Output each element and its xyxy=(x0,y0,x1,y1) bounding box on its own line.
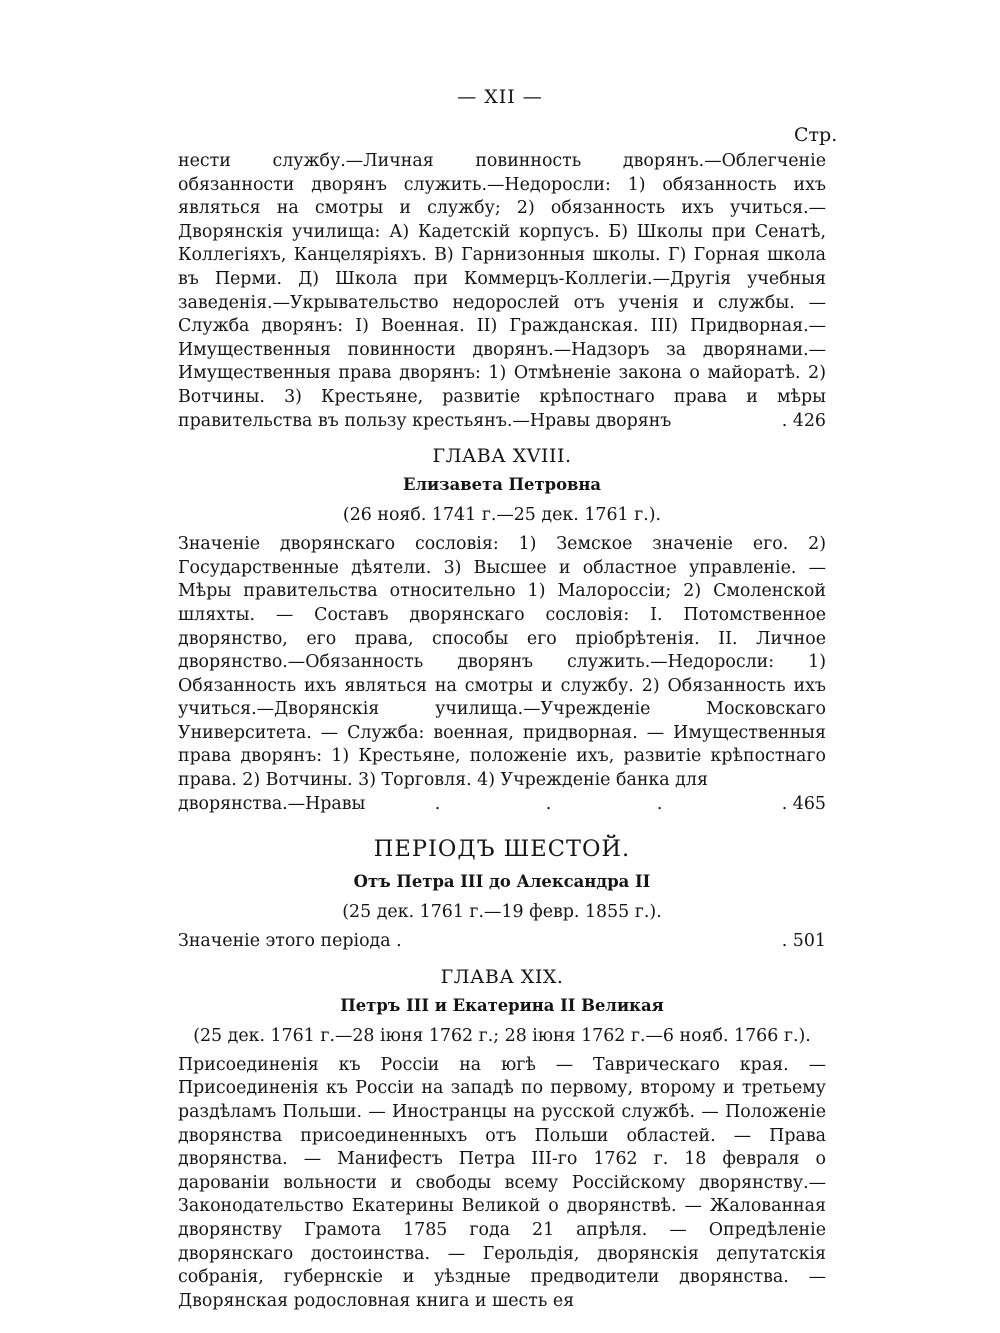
chapter-19-dates: (25 дек. 1761 г.—28 іюня 1762 г.; 28 іюня 1762 г.—6 нояб. 1766 г.). xyxy=(193,1025,811,1046)
chapter-18-page: . 465 xyxy=(781,793,826,814)
chapter-19-ruler: Петръ III и Екатерина II Великая xyxy=(340,995,664,1015)
period-6-entry xyxy=(178,930,826,954)
chapter-18-text: Значеніе дворянскаго сословія: 1) Земское значеніе его. 2) Государственные дѣятели. 3) Высшее и областное управленіе. — Мѣры правительства относительно 1) Малороссіи; 2) Смоленской шляхты. — Составъ дворянскаго сословія: I. Потомственное дворянство, его права, способы его пріобрѣтенія. II. Личное дворянство.—Обязанность дворянъ служить.—Недоросли: 1) Обязанность ихъ являться на смотры и службу. 2) Обязанность ихъ учиться.—Дворянскія училища.—Учрежденіе Московскаго Университета. — Служба: военная, придворная. — Имущественныя права дворянъ: 1) Крестьяне, положеніе ихъ, развитіе крѣпостнаго права. 2) Вотчины. 3) Торговля. 4) Учрежденіе банка для xyxy=(178,534,826,791)
section-17-text: нести службу.—Личная повинность дворянъ.—Облегченіе обязанности дворянъ служить.—Недоросли: 1) обязанность ихъ являться на смотры и службу; 2) обязанность ихъ учиться.—Дворянскія училища: А) Кадетскій корпусъ. Б) Школы при Сенатѣ, Коллегіяхъ, Канцеляріяхъ. В) Гарнизонныя школы. Г) Горная школа въ Перми. Д) Школа при Коммерцъ-Коллегіи.—Другія учебныя заведенія.—Укрывательство недорослей отъ ученія и службы. — Служба дворянъ: I) Военная. II) Гражданская. III) Придворная.—Имущественныя повинности дворянъ.—Надзоръ за дворянами.—Имущественныя права дворянъ: 1) Отмѣненіе закона о майоратѣ. 2) Вотчины. 3) Крестьяне, развитіе крѣпостнаго права и мѣры правительства въ пользу крестьянъ.—Нравы дворянъ xyxy=(178,151,826,431)
chapter-19-text: Присоединенія къ Россіи на югѣ — Таврическаго края. — Присоединенія къ Россіи на западѣ по первому, второму и третьему раздѣламъ Польши. — Иностранцы на русской службѣ. — Положеніе дворянства присоединенныхъ отъ Польши областей. — Права дворянства. — Манифестъ Петра III-го 1762 г. 18 февраля о дарованіи вольности и свободы всему Россійскому дворянству.—Законодательство Екатерины Великой о дворянствѣ. — Жалованная дворянству Грамота 1785 года 21 апрѣля. — Опредѣленіе дворянскаго достоинства. — Герольдія, дворянскія депутатскія собранія, губернскіе и уѣздные предводители дворянства. — Дворянская родословная книга и шесть ея xyxy=(178,1054,826,1311)
chapter-18-title: ГЛАВА XVIII. xyxy=(432,445,572,468)
page-column-label: Стр. xyxy=(794,124,838,146)
period-6-title: ПЕРІОДЪ ШЕСТОЙ. xyxy=(373,836,631,863)
contents-column xyxy=(178,150,826,1313)
chapter-19-title: ГЛАВА XIX. xyxy=(440,965,564,988)
section-17-page: . 426 xyxy=(781,410,826,431)
period-6-text: Значеніе этого періода . xyxy=(178,931,402,952)
chapter-18-ruler: Елизавета Петровна xyxy=(402,475,602,495)
period-6-dates: (25 дек. 1761 г.—19 февр. 1855 г.). xyxy=(342,902,662,923)
chapter-18-dates: (26 нояб. 1741 г.—25 дек. 1761 г.). xyxy=(342,505,662,526)
period-6-subtitle: Отъ Петра III до Александра II xyxy=(353,872,651,892)
period-6-page: . 501 xyxy=(781,931,826,952)
page-number: — XII — xyxy=(457,86,543,108)
chapter-18-last-text: дворянства.—Нравы xyxy=(178,793,366,814)
chapter-18-last-line xyxy=(178,793,826,817)
leader-dots: . . . xyxy=(434,793,713,814)
section-17-tail xyxy=(178,150,826,433)
